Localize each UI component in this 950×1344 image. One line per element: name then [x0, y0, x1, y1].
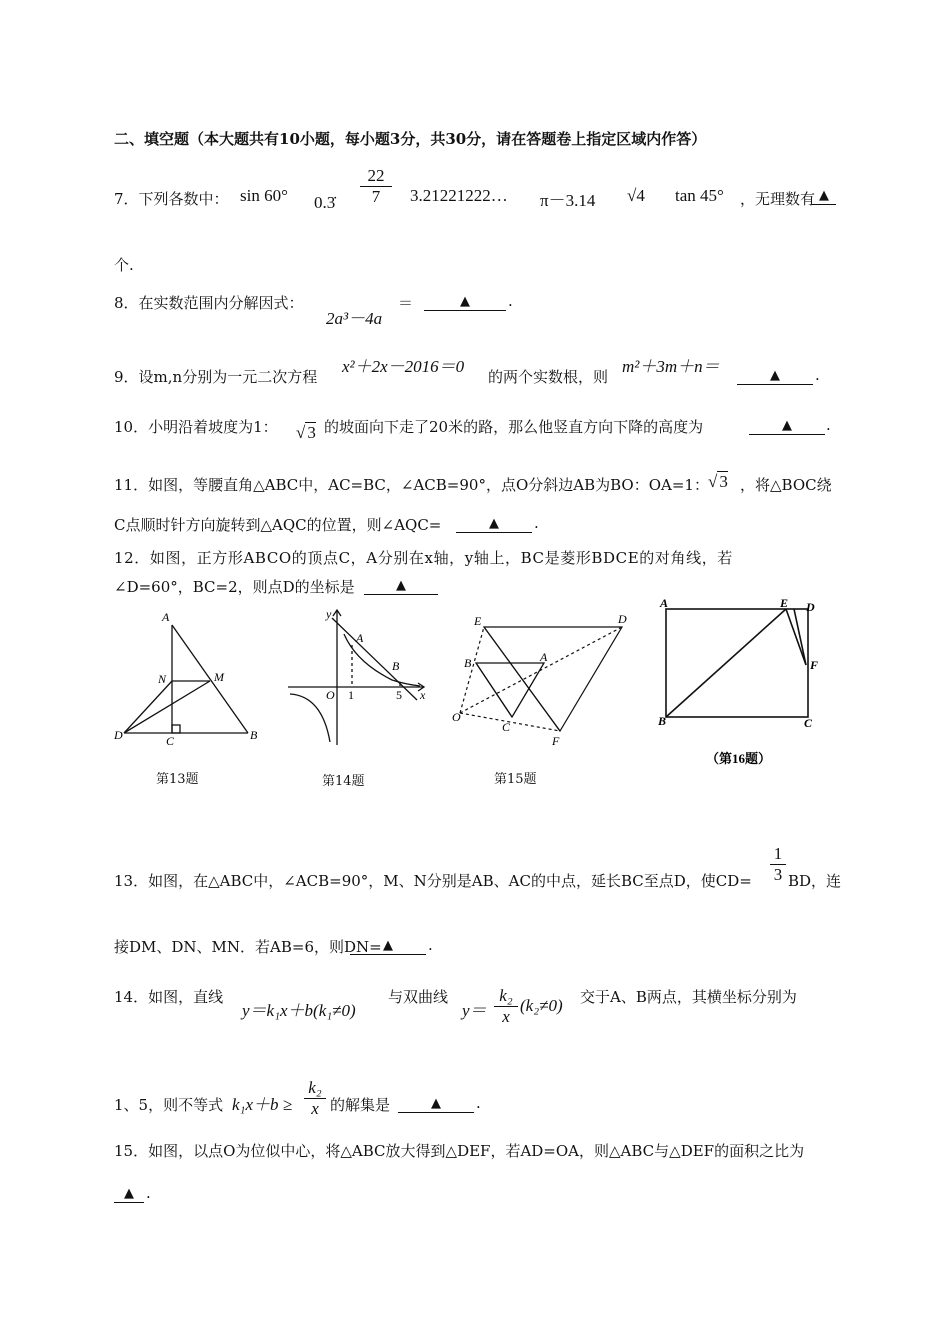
- q14-line1-suffix: 交于A、B两点，其横坐标分别为: [580, 988, 797, 1006]
- q14-line2-suffix: 的解集是: [330, 1096, 391, 1114]
- fig16-caption: （第16题）: [706, 751, 772, 766]
- question-10: 10．小明沿着坡度为1：: [114, 418, 278, 436]
- q7-end: 个.: [114, 256, 134, 274]
- q15-end: .: [146, 1184, 151, 1202]
- fig15-label-c: C: [502, 720, 511, 734]
- fig16-label-e: E: [780, 596, 789, 610]
- q10-suffix: 的坡面向下走了20米的路，那么他竖直方向下降的高度为: [324, 418, 704, 436]
- fig16-label-f: F: [810, 658, 819, 672]
- question-8: 8．在实数范围内分解因式：: [114, 294, 304, 312]
- q14-answer-blank[interactable]: ▲: [398, 1094, 474, 1113]
- q7-decimal: 3.21221222…: [410, 186, 508, 205]
- fig14-label-x: x: [420, 688, 426, 702]
- figure-13: [110, 605, 270, 750]
- question-12-line2: ∠D=60°，BC=2，则点D的坐标是: [114, 578, 355, 596]
- fig15-label-o: O: [452, 710, 461, 724]
- question-7: 7．下列各数中：: [114, 190, 229, 208]
- q9-equation: x²＋2x－2016＝0: [342, 357, 465, 376]
- q8-expression: 2a³－4a: [326, 309, 383, 328]
- q9-middle: 的两个实数根，则: [488, 368, 609, 386]
- fig15-label-a: A: [540, 650, 548, 664]
- q13-answer-blank[interactable]: ▲: [350, 936, 426, 955]
- figure-15: [448, 605, 638, 750]
- q7-fraction-22-7: 22 7: [360, 166, 392, 206]
- fig13-label-d: D: [114, 728, 123, 742]
- question-14-line2: 1、5，则不等式: [114, 1096, 224, 1114]
- fig16-label-a: A: [660, 596, 669, 610]
- fig14-label-1: 1: [348, 688, 354, 702]
- fig15-label-f: F: [552, 734, 560, 748]
- fig15-label-e: E: [474, 614, 482, 628]
- q9-answer-blank[interactable]: ▲: [737, 366, 813, 385]
- q11-sqrt3: √ 3: [708, 472, 728, 491]
- fig13-caption: 第13题: [156, 772, 199, 787]
- q7-pi-minus: π－3.14: [540, 191, 596, 210]
- q12-answer-blank[interactable]: ▲: [364, 576, 438, 595]
- q9-end: .: [815, 366, 820, 384]
- q14-hyper-condition: (k₂≠0): [520, 996, 563, 1015]
- q14-middle: 与双曲线: [388, 988, 449, 1006]
- q10-end: .: [826, 416, 831, 434]
- q9-expression: m²＋3m＋n＝: [622, 357, 720, 376]
- fig16-label-c: C: [804, 716, 813, 730]
- question-14-line1: 14．如图，直线: [114, 988, 224, 1006]
- q7-answer-blank[interactable]: ▲: [812, 186, 836, 205]
- section-title: 二、填空题（本大题共有10小题，每小题3分，共30分，请在答题卷上指定区域内作答）: [114, 130, 707, 148]
- fig13-label-m: M: [214, 670, 224, 684]
- q8-end: .: [508, 292, 513, 310]
- q14-line-equation: y＝k₁x＋b(k₁≠0): [242, 1001, 356, 1020]
- q11-line1-end: ，将△BOC绕: [740, 476, 832, 494]
- fig13-label-a: A: [162, 610, 170, 624]
- question-11-line2: C点顺时针方向旋转到△AQC的位置，则∠AQC=: [114, 516, 442, 534]
- q8-answer-blank[interactable]: ▲: [424, 292, 506, 311]
- fig16-label-d: D: [806, 600, 815, 614]
- q10-sqrt3: √ 3: [296, 423, 316, 442]
- question-12-line1: 12．如图，正方形ABCO的顶点C，A分别在x轴，y轴上，BC是菱形BDCE的对角线，若: [114, 549, 733, 567]
- q14-end: .: [476, 1094, 481, 1112]
- fig14-caption: 第14题: [322, 774, 365, 789]
- question-13-line2: 接DM、DN、MN．若AB=6，则DN=: [114, 938, 382, 956]
- fig14-label-a: A: [356, 631, 364, 645]
- q7-sqrt4: √4: [627, 186, 645, 205]
- q14-hyper-lhs: y＝: [462, 1001, 487, 1020]
- q13-fraction: 1 3: [770, 844, 786, 884]
- q14-inequality-fraction: k₂ x: [304, 1078, 326, 1118]
- fig13-label-c: C: [166, 734, 175, 748]
- q7-repeating-decimal: 0.3̇: [314, 193, 336, 212]
- q7-tan45: tan 45°: [675, 186, 724, 205]
- fig14-label-b: B: [392, 659, 400, 673]
- q11-end: .: [534, 514, 539, 532]
- q10-answer-blank[interactable]: ▲: [749, 416, 825, 435]
- fig13-label-n: N: [158, 672, 167, 686]
- question-11-line1: 11．如图，等腰直角△ABC中，AC=BC，∠ACB=90°，点O分斜边AB为BO：OA=1：: [114, 476, 709, 494]
- fig15-label-b: B: [464, 656, 472, 670]
- q7-suffix: ，无理数有: [740, 190, 816, 208]
- fig14-label-5: 5: [396, 688, 402, 702]
- q13-line1-suffix: BD，连: [788, 872, 842, 890]
- fig16-label-b: B: [658, 714, 667, 728]
- q15-answer-blank[interactable]: ▲: [114, 1184, 144, 1203]
- q8-equals: ＝: [398, 294, 414, 312]
- q11-answer-blank[interactable]: ▲: [456, 514, 532, 533]
- fig13-label-b: B: [250, 728, 258, 742]
- q14-hyper-fraction: k₂ x: [494, 986, 518, 1026]
- q14-inequality-lhs: k₁x＋b ≥: [232, 1095, 293, 1114]
- figure-14: [282, 600, 432, 750]
- question-9: 9．设m,n分别为一元二次方程: [114, 368, 318, 386]
- q13-end: .: [428, 936, 433, 954]
- question-13-line1: 13．如图，在△ABC中，∠ACB=90°，M、N分别是AB、AC的中点，延长BC至点D，使CD=: [114, 872, 752, 890]
- q7-sin60: sin 60°: [240, 186, 288, 205]
- fig14-label-y: y: [326, 607, 332, 621]
- figure-16: [652, 595, 832, 775]
- question-15-line1: 15．如图，以点O为位似中心，将△ABC放大得到△DEF，若AD=OA，则△ABC与△DEF的面积之比为: [114, 1142, 805, 1160]
- fig14-label-o: O: [326, 688, 335, 702]
- fig15-caption: 第15题: [494, 772, 537, 787]
- fig15-label-d: D: [618, 612, 627, 626]
